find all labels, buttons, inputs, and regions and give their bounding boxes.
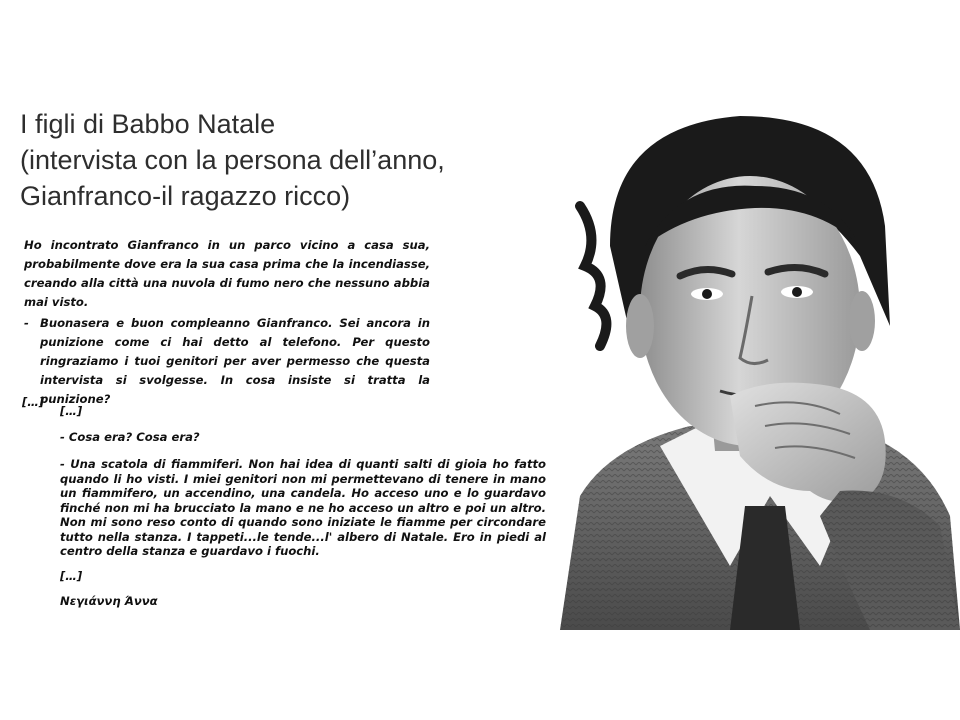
question-dash: - (24, 316, 29, 330)
answer-block (60, 402, 546, 611)
question-text: Buonasera e buon compleanno Gianfranco. Sei ancora in punizione come ci hai detto al telefono. Per questo ringraziamo i tuoi genitori per aver permesso che questa intervista si svolgesse. In cosa insiste si tratta la punizione? (40, 316, 430, 406)
slide-title (20, 106, 560, 214)
ellipsis-marker-end: […] (60, 568, 83, 583)
title-line-1: I figli di Babbo Natale (20, 109, 276, 139)
ellipsis-marker-left: […] (22, 395, 45, 409)
cosa-era-line: - Cosa era? Cosa era? (60, 430, 200, 444)
ellipsis-marker-answer: […] (60, 404, 83, 418)
portrait-photo (540, 96, 960, 630)
answer-paragraph: - Una scatola di fiammiferi. Non hai idea di quanti salti di gioia ho fatto quando li ho visti. I miei genitori non mi permettevano di tenere in mano un fiammifero, un accendino, una candela. Ho acceso uno e lo guardavo finché non mi ha brucciato la mano e ne ho acceso un altro e poi un altro. Non mi sono reso conto di quando sono iniziate le fiamme per circondare tutto nella stanza. I tappeti...le tende...l' albero di Natale. Ero in piedi al centro della stanza e guardavo i fuochi. (60, 457, 546, 558)
interview-question (24, 314, 430, 409)
title-line-3: Gianfranco-il ragazzo ricco) (20, 181, 351, 211)
author-name: Νεγιάννη Άννα (60, 593, 158, 608)
intro-paragraph: Ho incontrato Gianfranco in un parco vicino a casa sua, probabilmente dove era la sua casa prima che la incendiasse, creando alla città una nuvola di fumo nero che nessuno abbia mai visto. (24, 238, 430, 309)
title-line-2: (intervista con la persona dell’anno, (20, 145, 445, 175)
